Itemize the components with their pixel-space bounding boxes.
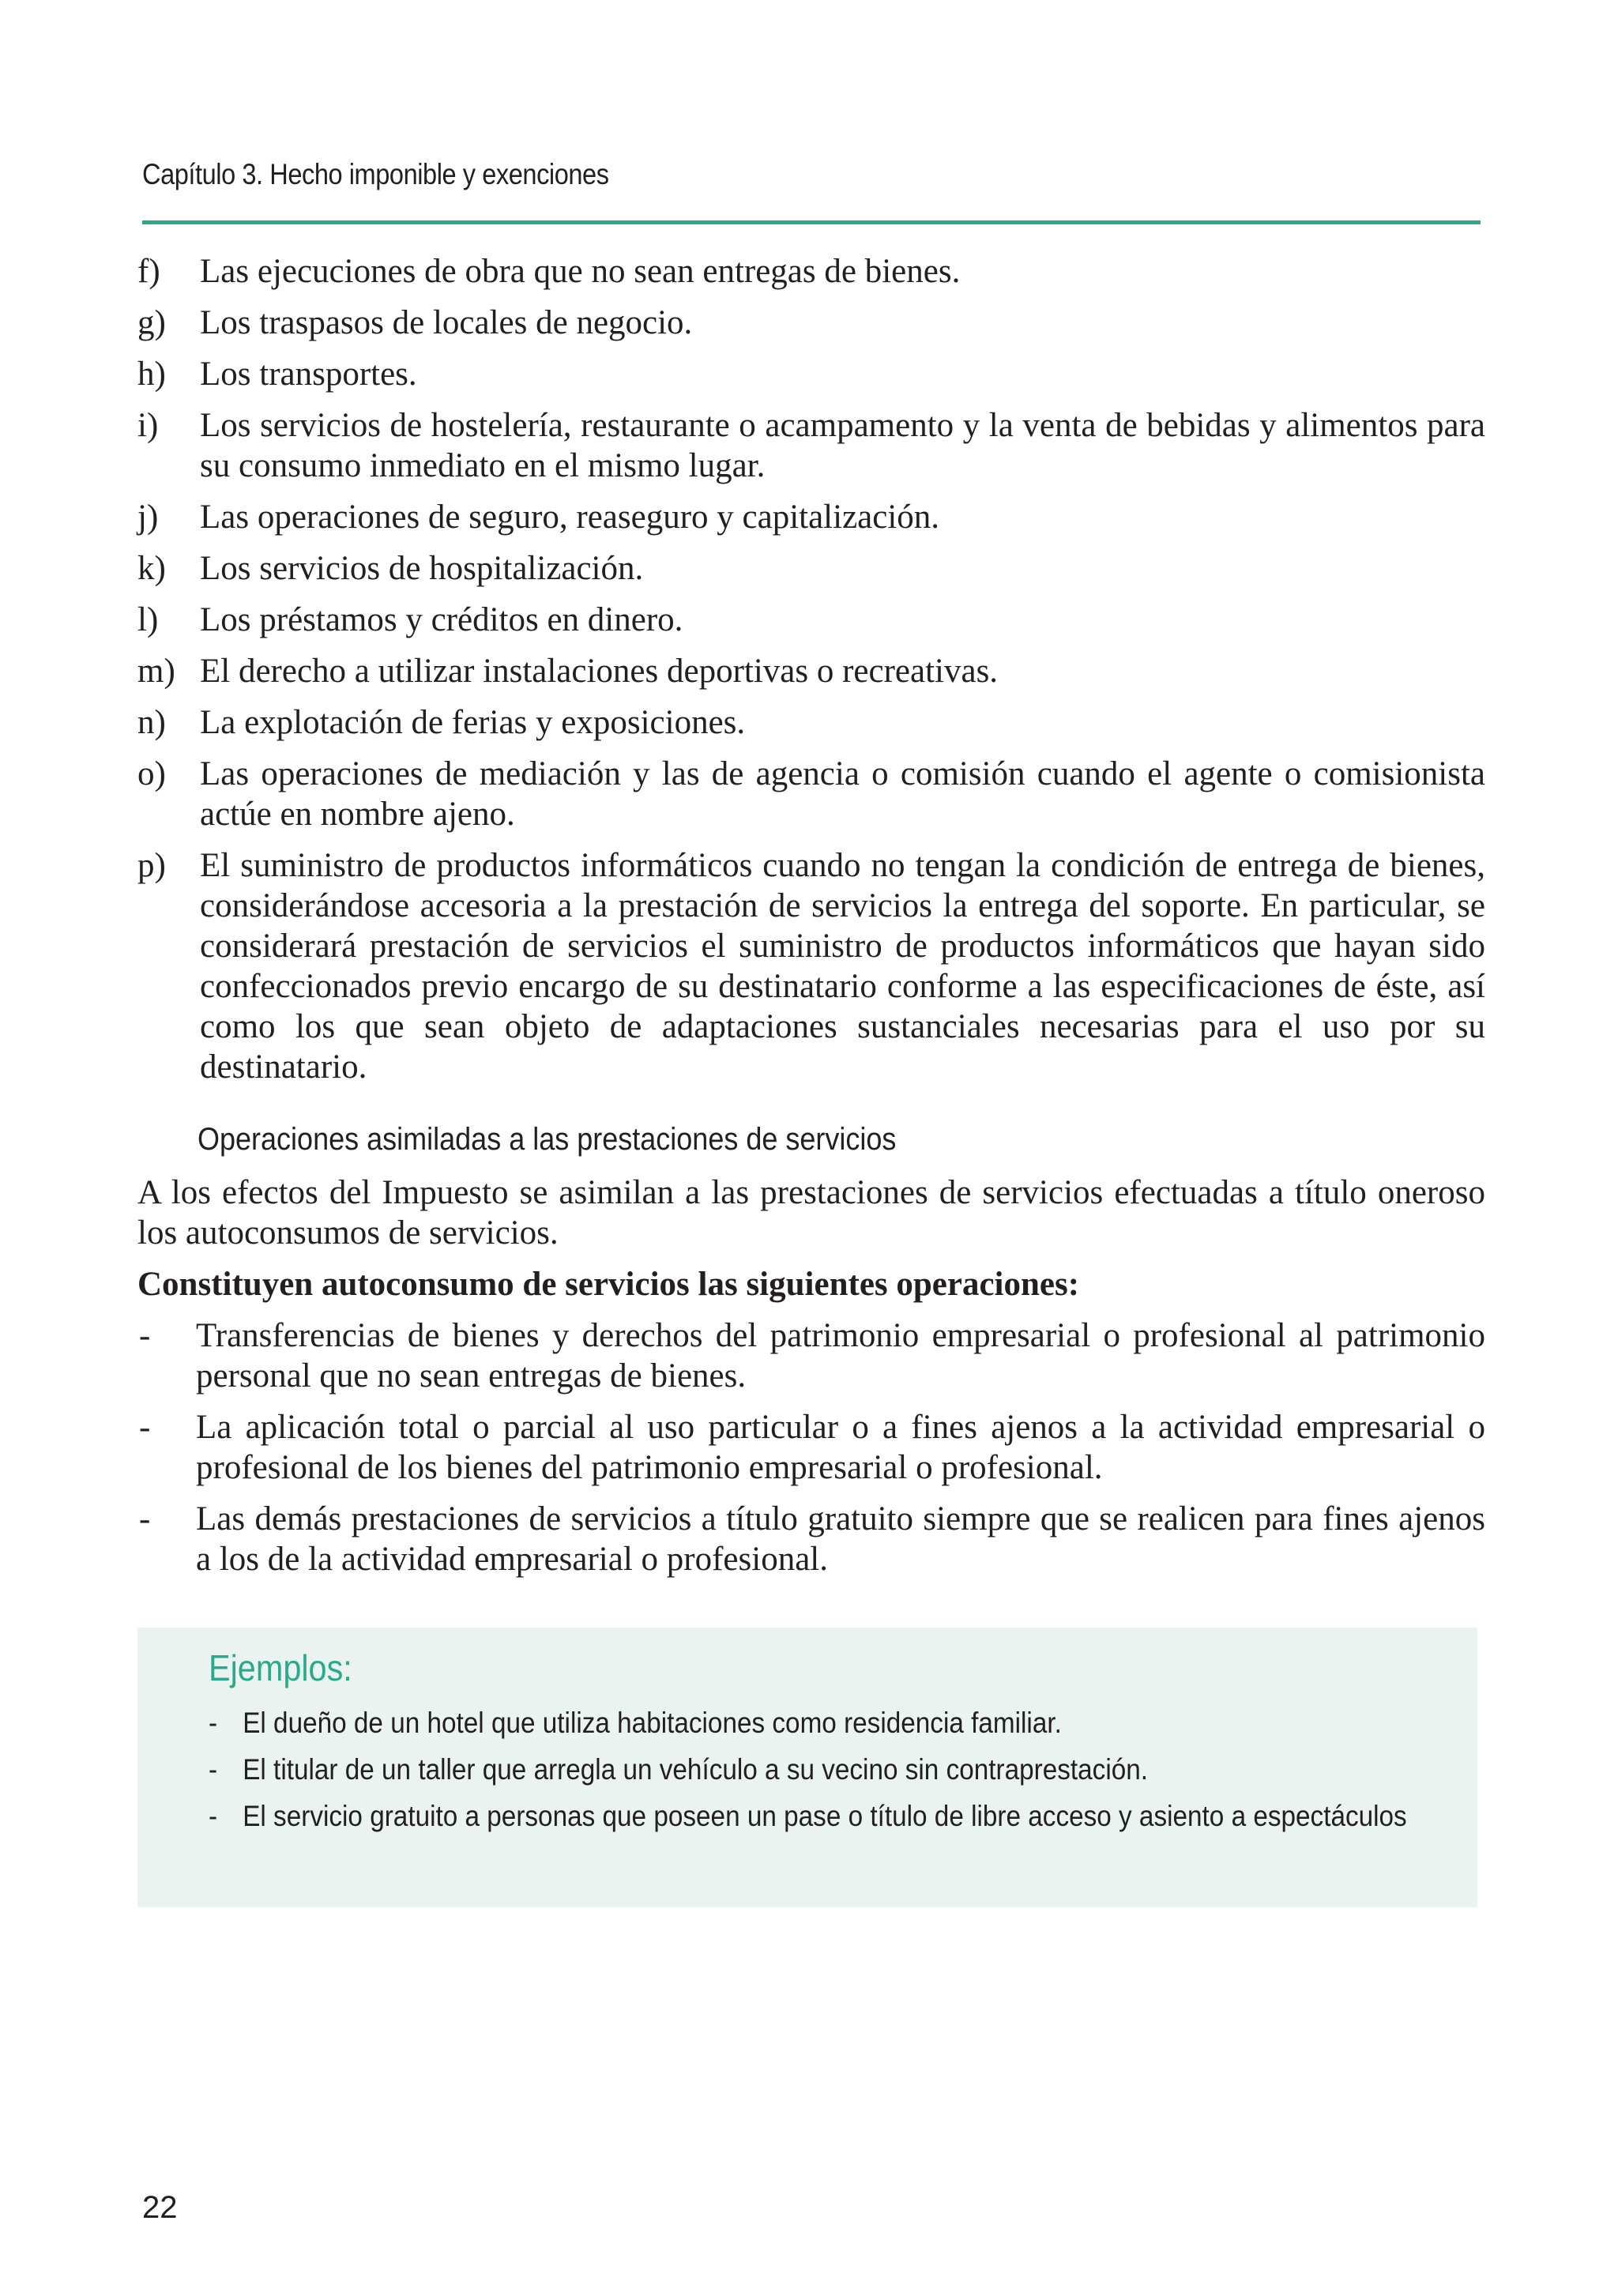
list-marker: l) (137, 601, 159, 638)
examples-box (137, 1628, 1477, 1907)
list-item (137, 845, 1485, 1087)
example-marker: - (209, 1753, 218, 1786)
dash-list-item (137, 1407, 1485, 1488)
list-item (137, 548, 1485, 589)
list-text: El suministro de productos informáticos cuando no tengan la condición de entrega de bienes, considerándose accesoria a la prestación de servicios la entrega del soporte. En particular, se considerará prestación de servicios el suministro de productos informáticos que hayan sido confeccionados previo encargo de su destinatario conforme a las especificaciones de éste, así como los que sean objeto de adaptaciones sustanciales necesarias para el uso por su destinatario. (200, 847, 1485, 1086)
list-text: Los servicios de hospitalización. (200, 550, 644, 587)
page-content (137, 251, 1485, 1590)
section-bold-line: Constituyen autoconsumo de servicios las siguientes operaciones: (137, 1266, 1080, 1303)
header-rule (142, 220, 1481, 224)
list-text: Las ejecuciones de obra que no sean entregas de bienes. (200, 253, 961, 290)
list-item (137, 702, 1485, 743)
dash-marker: - (139, 1500, 151, 1538)
list-item (137, 754, 1485, 834)
list-marker: i) (137, 407, 159, 444)
list-text: El derecho a utilizar instalaciones deportivas o recreativas. (200, 653, 999, 690)
example-marker: - (209, 1800, 218, 1832)
list-marker: h) (137, 356, 166, 393)
list-marker: p) (137, 847, 166, 884)
dash-marker: - (139, 1409, 151, 1446)
dash-list-item (137, 1315, 1485, 1396)
examples-title: Ejemplos: (209, 1647, 352, 1688)
example-text: El titular de un taller que arregla un vehículo a su vecino sin contraprestación. (243, 1753, 1149, 1786)
dash-text: Las demás prestaciones de servicios a título gratuito siempre que se realicen para fines ajenos a los de la actividad empresarial o profesional. (196, 1500, 1485, 1578)
list-item (137, 354, 1485, 394)
list-text: Los transportes. (200, 356, 417, 393)
page-number: 22 (142, 2190, 178, 2225)
list-item (137, 303, 1485, 343)
list-item (137, 405, 1485, 486)
list-text: Las operaciones de seguro, reaseguro y capitalización. (200, 499, 940, 536)
examples-list (209, 1705, 1417, 1845)
example-item (209, 1705, 1417, 1741)
list-text: La explotación de ferias y exposiciones. (200, 704, 746, 741)
dash-list-item (137, 1499, 1485, 1579)
example-item (209, 1798, 1417, 1834)
example-text: El dueño de un hotel que utiliza habitaciones como residencia familiar. (243, 1707, 1062, 1739)
dash-marker: - (139, 1317, 151, 1354)
example-item (209, 1752, 1417, 1787)
list-marker: j) (137, 499, 159, 536)
list-text: Los préstamos y créditos en dinero. (200, 601, 683, 638)
example-text: El servicio gratuito a personas que poseen un pase o título de libre acceso y asiento a espectáculos (243, 1800, 1407, 1832)
list-marker: o) (137, 755, 166, 792)
list-item (137, 600, 1485, 640)
section-heading: Operaciones asimiladas a las prestaciones de servicios (198, 1122, 897, 1157)
list-marker: g) (137, 304, 166, 341)
list-item (137, 651, 1485, 691)
list-marker: m) (137, 653, 175, 690)
dash-text: La aplicación total o parcial al uso particular o a fines ajenos a la actividad empresarial o profesional de los bienes del patrimonio empresarial o profesional. (196, 1409, 1485, 1486)
list-text: Los traspasos de locales de negocio. (200, 304, 693, 341)
list-text: Las operaciones de mediación y las de agencia o comisión cuando el agente o comisionista actúe en nombre ajeno. (200, 755, 1485, 833)
running-header: Capítulo 3. Hecho imponible y exenciones (142, 158, 609, 190)
list-marker: f) (137, 253, 160, 290)
list-marker: k) (137, 550, 166, 587)
list-marker: n) (137, 704, 166, 741)
example-marker: - (209, 1707, 218, 1739)
list-text: Los servicios de hostelería, restaurante o acampamento y la venta de bebidas y alimentos para su consumo inmediato en el mismo lugar. (200, 407, 1485, 484)
dash-text: Transferencias de bienes y derechos del patrimonio empresarial o profesional al patrimonio personal que no sean entregas de bienes. (196, 1317, 1485, 1395)
section-paragraph: A los efectos del Impuesto se asimilan a las prestaciones de servicios efectuadas a título oneroso los autoconsumos de servicios. (137, 1174, 1485, 1252)
list-item (137, 497, 1485, 537)
list-item (137, 251, 1485, 292)
